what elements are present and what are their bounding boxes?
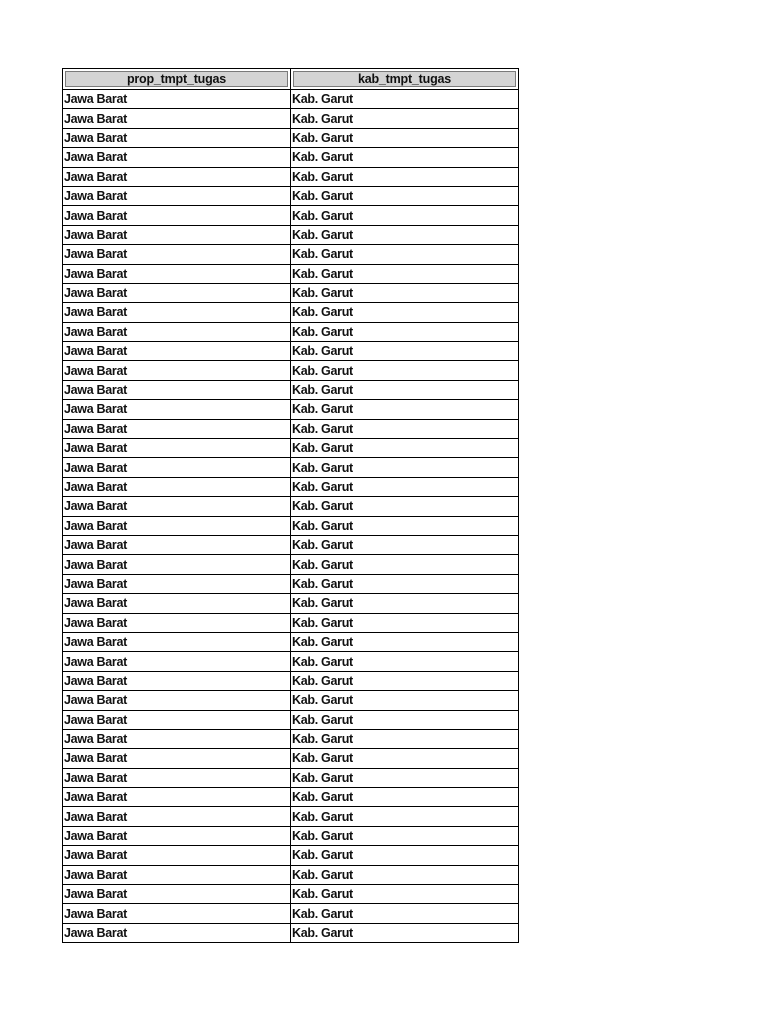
table-row	[63, 885, 519, 904]
cell-prop-tmpt-tugas[interactable]: Jawa Barat	[63, 652, 291, 671]
cell-kab-tmpt-tugas[interactable]: Kab. Garut	[291, 691, 519, 710]
cell-kab-tmpt-tugas[interactable]: Kab. Garut	[291, 148, 519, 167]
cell-kab-tmpt-tugas[interactable]: Kab. Garut	[291, 225, 519, 244]
table-row	[63, 826, 519, 845]
header-row	[63, 69, 519, 90]
cell-kab-tmpt-tugas[interactable]: Kab. Garut	[291, 342, 519, 361]
cell-prop-tmpt-tugas[interactable]: Jawa Barat	[63, 865, 291, 884]
cell-kab-tmpt-tugas[interactable]: Kab. Garut	[291, 439, 519, 458]
cell-prop-tmpt-tugas[interactable]: Jawa Barat	[63, 768, 291, 787]
table-row	[63, 342, 519, 361]
cell-kab-tmpt-tugas[interactable]: Kab. Garut	[291, 613, 519, 632]
cell-prop-tmpt-tugas[interactable]: Jawa Barat	[63, 206, 291, 225]
cell-kab-tmpt-tugas[interactable]: Kab. Garut	[291, 885, 519, 904]
cell-prop-tmpt-tugas[interactable]: Jawa Barat	[63, 574, 291, 593]
table-row	[63, 128, 519, 147]
cell-prop-tmpt-tugas[interactable]: Jawa Barat	[63, 885, 291, 904]
cell-prop-tmpt-tugas[interactable]: Jawa Barat	[63, 749, 291, 768]
cell-kab-tmpt-tugas[interactable]: Kab. Garut	[291, 904, 519, 923]
cell-prop-tmpt-tugas[interactable]: Jawa Barat	[63, 710, 291, 729]
cell-prop-tmpt-tugas[interactable]: Jawa Barat	[63, 477, 291, 496]
table-row	[63, 361, 519, 380]
data-table	[62, 68, 519, 943]
cell-prop-tmpt-tugas[interactable]: Jawa Barat	[63, 303, 291, 322]
cell-kab-tmpt-tugas[interactable]: Kab. Garut	[291, 245, 519, 264]
cell-prop-tmpt-tugas[interactable]: Jawa Barat	[63, 691, 291, 710]
cell-kab-tmpt-tugas[interactable]: Kab. Garut	[291, 90, 519, 109]
cell-prop-tmpt-tugas[interactable]: Jawa Barat	[63, 535, 291, 554]
table-row	[63, 768, 519, 787]
cell-prop-tmpt-tugas[interactable]: Jawa Barat	[63, 671, 291, 690]
table-row	[63, 555, 519, 574]
cell-prop-tmpt-tugas[interactable]: Jawa Barat	[63, 148, 291, 167]
cell-prop-tmpt-tugas[interactable]: Jawa Barat	[63, 439, 291, 458]
cell-prop-tmpt-tugas[interactable]: Jawa Barat	[63, 729, 291, 748]
cell-prop-tmpt-tugas[interactable]: Jawa Barat	[63, 245, 291, 264]
table-row	[63, 400, 519, 419]
cell-kab-tmpt-tugas[interactable]: Kab. Garut	[291, 283, 519, 302]
cell-prop-tmpt-tugas[interactable]: Jawa Barat	[63, 807, 291, 826]
cell-kab-tmpt-tugas[interactable]: Kab. Garut	[291, 477, 519, 496]
table-row	[63, 516, 519, 535]
table-row	[63, 788, 519, 807]
cell-kab-tmpt-tugas[interactable]: Kab. Garut	[291, 594, 519, 613]
table-row	[63, 90, 519, 109]
cell-kab-tmpt-tugas[interactable]: Kab. Garut	[291, 535, 519, 554]
cell-kab-tmpt-tugas[interactable]: Kab. Garut	[291, 419, 519, 438]
cell-prop-tmpt-tugas[interactable]: Jawa Barat	[63, 90, 291, 109]
table-row	[63, 749, 519, 768]
table-row	[63, 380, 519, 399]
cell-kab-tmpt-tugas[interactable]: Kab. Garut	[291, 497, 519, 516]
cell-kab-tmpt-tugas[interactable]: Kab. Garut	[291, 186, 519, 205]
cell-kab-tmpt-tugas[interactable]: Kab. Garut	[291, 652, 519, 671]
cell-kab-tmpt-tugas[interactable]: Kab. Garut	[291, 206, 519, 225]
cell-prop-tmpt-tugas[interactable]: Jawa Barat	[63, 342, 291, 361]
table-row	[63, 109, 519, 128]
table-row	[63, 225, 519, 244]
cell-prop-tmpt-tugas[interactable]: Jawa Barat	[63, 380, 291, 399]
cell-kab-tmpt-tugas[interactable]: Kab. Garut	[291, 322, 519, 341]
table-row	[63, 264, 519, 283]
table-row	[63, 283, 519, 302]
table-row	[63, 632, 519, 651]
cell-prop-tmpt-tugas[interactable]: Jawa Barat	[63, 788, 291, 807]
cell-kab-tmpt-tugas[interactable]: Kab. Garut	[291, 574, 519, 593]
cell-prop-tmpt-tugas[interactable]: Jawa Barat	[63, 361, 291, 380]
table-row	[63, 535, 519, 554]
cell-prop-tmpt-tugas[interactable]: Jawa Barat	[63, 322, 291, 341]
cell-prop-tmpt-tugas[interactable]: Jawa Barat	[63, 186, 291, 205]
cell-prop-tmpt-tugas[interactable]: Jawa Barat	[63, 167, 291, 186]
table-row	[63, 710, 519, 729]
table-row	[63, 613, 519, 632]
cell-kab-tmpt-tugas[interactable]: Kab. Garut	[291, 923, 519, 942]
cell-prop-tmpt-tugas[interactable]: Jawa Barat	[63, 225, 291, 244]
cell-prop-tmpt-tugas[interactable]: Jawa Barat	[63, 594, 291, 613]
table-body	[63, 90, 519, 943]
cell-kab-tmpt-tugas[interactable]: Kab. Garut	[291, 400, 519, 419]
column-header-kab-tmpt-tugas[interactable]: kab_tmpt_tugas	[291, 69, 519, 90]
table-row	[63, 186, 519, 205]
cell-prop-tmpt-tugas[interactable]: Jawa Barat	[63, 923, 291, 942]
cell-kab-tmpt-tugas[interactable]: Kab. Garut	[291, 807, 519, 826]
cell-kab-tmpt-tugas[interactable]: Kab. Garut	[291, 865, 519, 884]
table-row	[63, 497, 519, 516]
cell-kab-tmpt-tugas[interactable]: Kab. Garut	[291, 632, 519, 651]
table-row	[63, 923, 519, 942]
cell-kab-tmpt-tugas[interactable]: Kab. Garut	[291, 768, 519, 787]
table-row	[63, 439, 519, 458]
table-row	[63, 477, 519, 496]
table-row	[63, 167, 519, 186]
cell-prop-tmpt-tugas[interactable]: Jawa Barat	[63, 632, 291, 651]
cell-kab-tmpt-tugas[interactable]: Kab. Garut	[291, 846, 519, 865]
cell-kab-tmpt-tugas[interactable]: Kab. Garut	[291, 710, 519, 729]
cell-prop-tmpt-tugas[interactable]: Jawa Barat	[63, 128, 291, 147]
cell-kab-tmpt-tugas[interactable]: Kab. Garut	[291, 380, 519, 399]
table-row	[63, 206, 519, 225]
cell-prop-tmpt-tugas[interactable]: Jawa Barat	[63, 613, 291, 632]
column-header-prop-tmpt-tugas[interactable]: prop_tmpt_tugas	[63, 69, 291, 90]
cell-prop-tmpt-tugas[interactable]: Jawa Barat	[63, 458, 291, 477]
table-row	[63, 574, 519, 593]
cell-kab-tmpt-tugas[interactable]: Kab. Garut	[291, 826, 519, 845]
cell-prop-tmpt-tugas[interactable]: Jawa Barat	[63, 555, 291, 574]
cell-kab-tmpt-tugas[interactable]: Kab. Garut	[291, 749, 519, 768]
cell-prop-tmpt-tugas[interactable]: Jawa Barat	[63, 516, 291, 535]
cell-kab-tmpt-tugas[interactable]: Kab. Garut	[291, 729, 519, 748]
cell-prop-tmpt-tugas[interactable]: Jawa Barat	[63, 497, 291, 516]
cell-kab-tmpt-tugas[interactable]: Kab. Garut	[291, 128, 519, 147]
cell-kab-tmpt-tugas[interactable]: Kab. Garut	[291, 516, 519, 535]
cell-prop-tmpt-tugas[interactable]: Jawa Barat	[63, 419, 291, 438]
cell-prop-tmpt-tugas[interactable]: Jawa Barat	[63, 846, 291, 865]
table-row	[63, 904, 519, 923]
cell-prop-tmpt-tugas[interactable]: Jawa Barat	[63, 826, 291, 845]
spreadsheet-table-container	[62, 68, 518, 943]
cell-prop-tmpt-tugas[interactable]: Jawa Barat	[63, 904, 291, 923]
table-row	[63, 148, 519, 167]
cell-kab-tmpt-tugas[interactable]: Kab. Garut	[291, 303, 519, 322]
cell-kab-tmpt-tugas[interactable]: Kab. Garut	[291, 671, 519, 690]
table-row	[63, 419, 519, 438]
cell-kab-tmpt-tugas[interactable]: Kab. Garut	[291, 361, 519, 380]
table-row	[63, 322, 519, 341]
cell-prop-tmpt-tugas[interactable]: Jawa Barat	[63, 109, 291, 128]
cell-kab-tmpt-tugas[interactable]: Kab. Garut	[291, 458, 519, 477]
cell-kab-tmpt-tugas[interactable]: Kab. Garut	[291, 264, 519, 283]
cell-kab-tmpt-tugas[interactable]: Kab. Garut	[291, 109, 519, 128]
cell-prop-tmpt-tugas[interactable]: Jawa Barat	[63, 400, 291, 419]
table-row	[63, 245, 519, 264]
cell-kab-tmpt-tugas[interactable]: Kab. Garut	[291, 167, 519, 186]
cell-kab-tmpt-tugas[interactable]: Kab. Garut	[291, 555, 519, 574]
table-row	[63, 652, 519, 671]
table-row	[63, 846, 519, 865]
table-row	[63, 458, 519, 477]
table-row	[63, 865, 519, 884]
cell-prop-tmpt-tugas[interactable]: Jawa Barat	[63, 264, 291, 283]
table-row	[63, 671, 519, 690]
table-row	[63, 691, 519, 710]
table-row	[63, 303, 519, 322]
table-row	[63, 729, 519, 748]
cell-kab-tmpt-tugas[interactable]: Kab. Garut	[291, 788, 519, 807]
cell-prop-tmpt-tugas[interactable]: Jawa Barat	[63, 283, 291, 302]
table-row	[63, 807, 519, 826]
table-row	[63, 594, 519, 613]
